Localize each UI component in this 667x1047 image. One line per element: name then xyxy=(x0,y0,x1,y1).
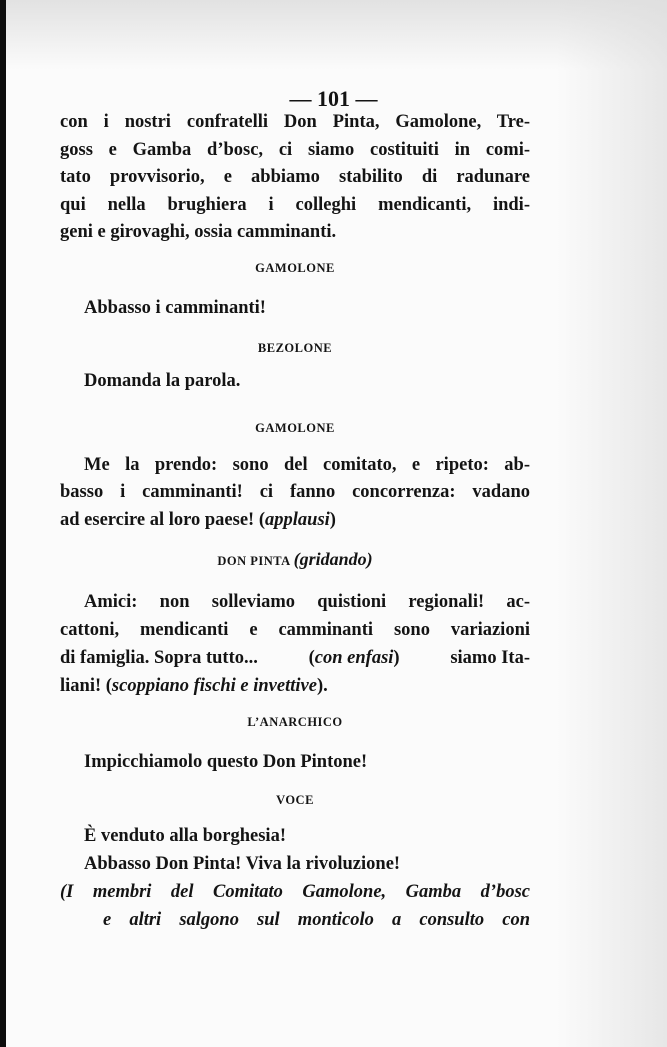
dialogue-line: Abbasso i camminanti! xyxy=(84,298,266,318)
text-line: tato provvisorio, e abbiamo stabilito di radunare xyxy=(60,167,530,187)
speaker-name: GAMOLONE xyxy=(255,261,335,275)
stage-direction-line: e altri salgono sul monticolo a consulto con xyxy=(103,910,530,930)
text-line: geni e girovaghi, ossia camminanti. xyxy=(60,222,337,242)
speaker-name: DON PINTA xyxy=(217,554,291,568)
speaker-name: BEZOLONE xyxy=(257,341,333,355)
dialogue-line: cattoni, mendicanti e camminanti sono variazioni xyxy=(60,620,530,640)
speaker-name: VOCE xyxy=(276,793,314,807)
page-number: — 101 — xyxy=(289,86,378,111)
text-line: qui nella brughiera i colleghi mendicanti, indi- xyxy=(60,195,530,215)
text-line: con i nostri confratelli Don Pinta, Gamolone, Tre- xyxy=(60,112,530,132)
dialogue-line: Me la prendo: sono del comitato, e ripeto: ab- xyxy=(84,455,530,475)
speaker-direction: gridando xyxy=(299,549,367,569)
text-line: goss e Gamba d’bosc, ci siamo costituiti in comi- xyxy=(60,140,530,160)
dialogue-text: siamo Ita- xyxy=(450,648,530,668)
dialogue-line: basso i camminanti! ci fanno concorrenza: vadano xyxy=(60,482,530,502)
stage-direction: scoppiano fischi e invettive xyxy=(111,676,317,696)
dialogue-line: Impicchiamolo questo Don Pintone! xyxy=(84,752,368,772)
speaker-heading: DON PINTA (gridando) xyxy=(217,549,373,569)
dialogue-text: di famiglia. Sopra tutto... xyxy=(60,648,258,668)
dialogue-line: ad esercire al loro paese! (applausi) xyxy=(60,510,336,530)
dialogue-line: Amici: non solleviamo quistioni regionali! ac- xyxy=(84,592,530,612)
dialogue-text: . xyxy=(323,676,328,696)
stage-direction-line: (I membri del Comitato Gamolone, Gamba d’bosc xyxy=(60,882,530,902)
speaker-name: L’ANARCHICO xyxy=(247,715,343,729)
dialogue-text: ad esercire al loro paese! xyxy=(60,510,255,530)
stage-direction: applausi xyxy=(265,510,330,530)
dialogue-line xyxy=(60,647,530,669)
dialogue-line: Abbasso Don Pinta! Viva la rivoluzione! xyxy=(84,854,401,874)
stage-direction-wrap: (con enfasi) xyxy=(308,648,400,668)
dialogue-line: liani! (scoppiano fischi e invettive). xyxy=(60,676,328,696)
speaker-name: GAMOLONE xyxy=(255,421,335,435)
stage-direction: con enfasi xyxy=(314,648,394,668)
dialogue-line: Domanda la parola. xyxy=(84,371,241,391)
dialogue-text: liani! xyxy=(60,676,102,696)
dialogue-line: È venduto alla borghesia! xyxy=(84,826,286,846)
